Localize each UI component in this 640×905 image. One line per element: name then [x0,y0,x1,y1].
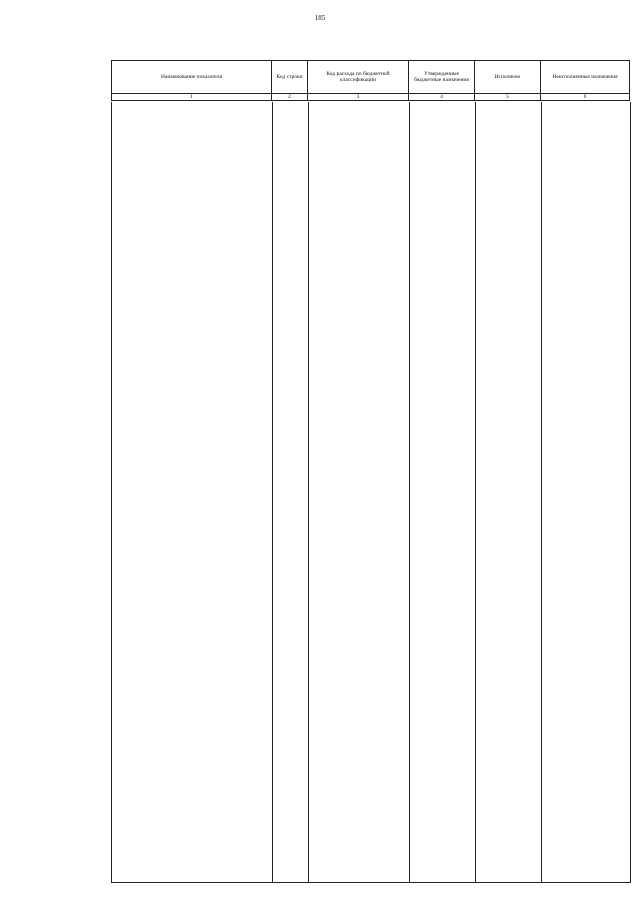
column-number: 3 [308,94,409,101]
column-number: 5 [475,94,541,101]
page-number: 185 [314,14,326,22]
column-divider [475,102,476,882]
column-number: 2 [272,94,308,101]
column-divider [308,102,309,882]
column-number-row [112,94,630,101]
header-executed: Исполнено [475,61,541,94]
header-budget-classification: Код расхода по бюджетной классификации [308,61,409,94]
column-divider [272,102,273,882]
column-divider [541,102,542,882]
header-unexecuted: Неисполненные назначения [541,61,630,94]
column-number: 1 [112,94,272,101]
column-number: 4 [409,94,475,101]
column-number: 6 [541,94,630,101]
budget-execution-table [111,60,630,101]
header-line-code: Код строки [272,61,308,94]
column-divider [409,102,410,882]
header-indicator-name: Наименование показателя [112,61,272,94]
table-body-area [111,102,631,883]
table-header-row [112,61,630,94]
header-approved: Утвержденные бюджетные назначения [409,61,475,94]
